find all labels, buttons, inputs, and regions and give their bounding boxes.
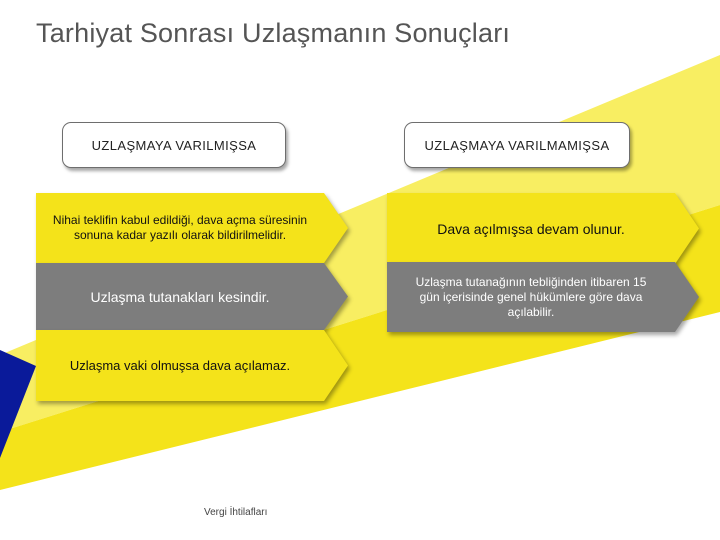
page-title: Tarhiyat Sonrası Uzlaşmanın Sonuçları — [36, 18, 511, 48]
left-chevron-2 — [36, 263, 348, 330]
left-column-header-label: UZLAŞMAYA VARILMIŞSA — [91, 137, 257, 153]
right-chevron-1-text: Dava açılmışsa devam olunur. — [437, 220, 625, 237]
footer-label: Vergi İhtilafları — [204, 507, 268, 518]
left-chevron-3-text: Uzlaşma vaki olmuşsa dava açılamaz. — [69, 358, 291, 373]
right-chevron-2-text: Uzlaşma tutanağının tebliğinden itibaren 15 gün içerisinde genel hükümlere göre dava açılabilir. — [415, 274, 647, 319]
left-chevron-1-text: Nihai teklifin kabul edildiği, dava açma süresinin sonuna kadar yazılı olarak bildirilmelidir. — [52, 213, 308, 242]
right-chevron-1 — [387, 193, 699, 264]
left-chevron-1 — [36, 193, 348, 263]
right-column-header — [404, 122, 630, 168]
left-chevron-3 — [36, 330, 348, 401]
right-chevron-2 — [387, 262, 699, 332]
left-chevron-2-text: Uzlaşma tutanakları kesindir. — [90, 288, 270, 305]
right-column-header-label: UZLAŞMAYA VARILMAMIŞSA — [424, 137, 610, 153]
left-column-header — [62, 122, 286, 168]
